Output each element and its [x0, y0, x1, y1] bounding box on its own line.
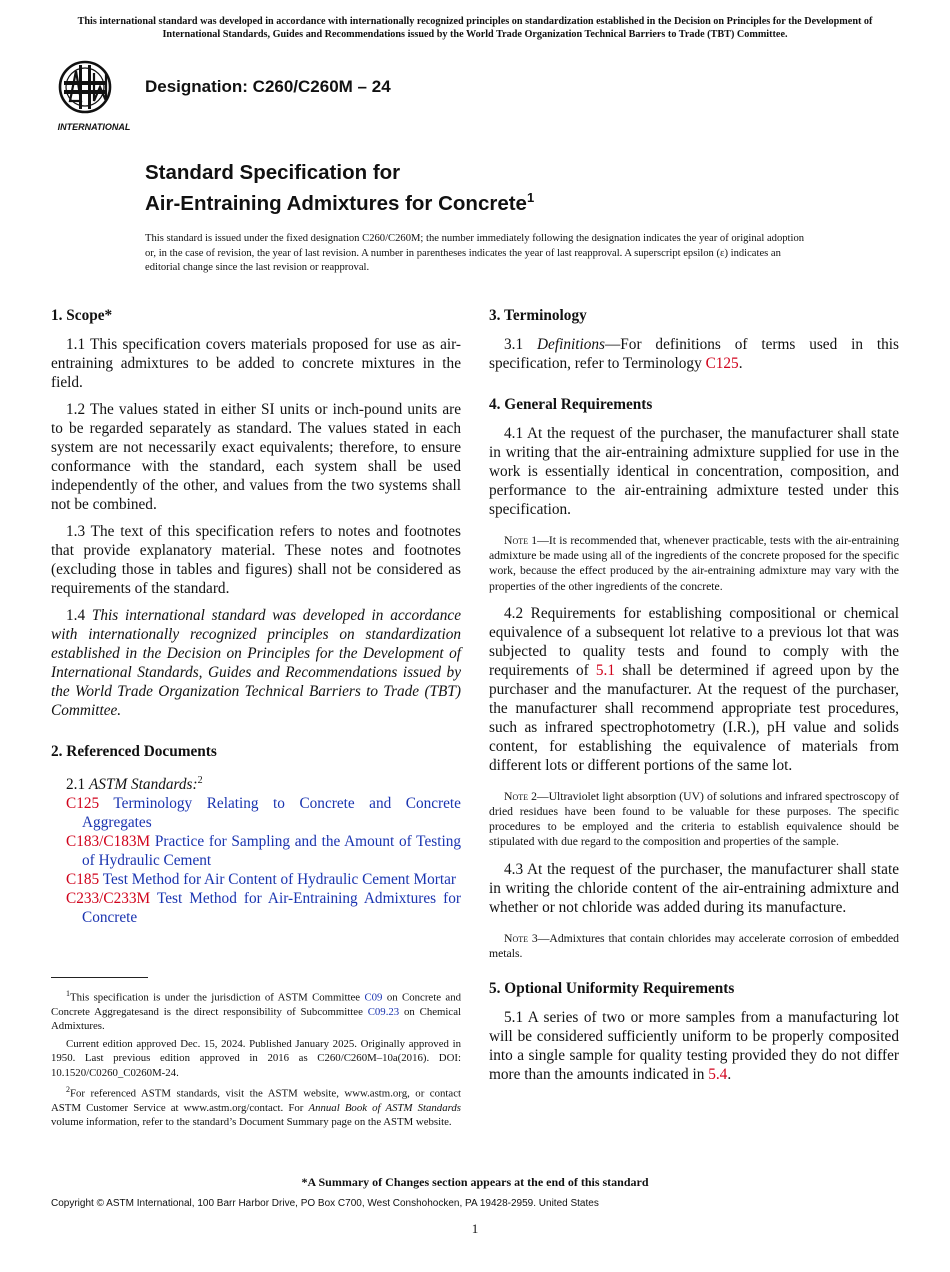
reference-item[interactable]: C125 Terminology Relating to Concrete and Concrete Aggregates: [66, 795, 461, 832]
footnote-edition: Current edition approved Dec. 15, 2024. Published January 2025. Originally approved in 1950. Last previous edition approved in 2016 as C260/C260M–10a(2016). DOI: 10.1520/C0260_C0260M-24.: [51, 1037, 461, 1079]
subcommittee-link: C09.23: [367, 1006, 400, 1018]
paragraph-1-4: 1.4 This international standard was developed in accordance with internationally recognized principles on standardization established in the Decision on Principles for the Development of International Standards, Guides and Recommendations issued by the World Trade Organization Technical Barriers to Trade (TBT) Committee.: [51, 607, 461, 719]
title-line-2: [145, 185, 534, 216]
issued-note: This standard is issued under the fixed designation C260/C260M; the number immediately following the designation indicates the year of original adoption or, in the case of revision, the year of last revision. A number in parentheses indicates the year of last reapproval. A superscript epsilon (ε) indicates an editorial change since the last revision or reapproval.: [145, 233, 805, 274]
paragraph-4-3: 4.3 At the request of the purchaser, the manufacturer shall state in writing the chloride content of the air-entraining admixture and whether or not chloride was added during its manufacture.: [489, 860, 899, 916]
astm-logo: [52, 57, 136, 133]
page-title: [145, 160, 534, 216]
reference-item[interactable]: C185 Test Method for Air Content of Hydraulic Cement Mortar: [66, 871, 456, 889]
wto-notice: This international standard was developed in accordance with internationally recognized principles on standardization established in the Decision on Principles for the Development of International Standards, Guides and Recommendations issued by the World Trade Organization Technical Barriers to Trade (TBT) Committee.: [77, 16, 873, 40]
section-heading-terminology: 3. Terminology: [489, 307, 587, 324]
footnote-2: $^2$For referenced ASTM standards, visit the ASTM website, www.astm.org, or contact ASTM Customer Service at www.astm.org/contact. For Annual Book of ASTM Standards volume information, refer to the standard’s Document Summary page on the ASTM website.: [51, 1085, 461, 1129]
paragraph-1-2: 1.2 The values stated in either SI units or inch-pound units are to be regarded separately as standard. The values stated in each system are not necessarily exact equivalents; therefore, to ensure conformance with the standard, each system shall be used independently of the other, and values from the two systems shall not be combined.: [51, 401, 461, 513]
paragraph-2-1: 2.1 ASTM Standards:$^2$: [66, 775, 203, 794]
title-footnote-ref: 1: [526, 190, 535, 205]
logo-label: INTERNATIONAL: [57, 122, 131, 132]
title-text: Air-Entraining Admixtures for Concrete: [145, 191, 527, 215]
paragraph-1-3: 1.3 The text of this specification refers to notes and footnotes that provide explanatory material. These notes and footnotes (excluding those in tables and figures) shall not be considered as requirements of the standard.: [51, 523, 461, 597]
title-line-1: Standard Specification for: [145, 161, 401, 184]
section-heading-general: 4. General Requirements: [489, 396, 653, 413]
footnotes: [51, 987, 461, 1133]
left-column: [51, 306, 461, 927]
section-5-4-link[interactable]: 5.4: [708, 1066, 728, 1084]
section-5-1-link[interactable]: 5.1: [595, 661, 616, 679]
paragraph-3-1: 3.1 Definitions—For definitions of terms used in this specification, refer to Terminology C125.: [489, 336, 899, 372]
note-1: Note 1—It is recommended that, whenever practicable, tests with the air-entraining admixture be made using all of the ingredients of the concrete proposed for the specific work, because the effect produced by the air-entraining admixture may vary with the properties of the other ingredients of the concrete.: [489, 534, 900, 593]
page-number: 1: [471, 1221, 479, 1236]
right-column: [489, 306, 899, 1092]
copyright: Copyright © ASTM International, 100 Barr Harbor Drive, PO Box C700, West Conshohocken, PA 19428-2959. United States: [51, 1198, 599, 1209]
designation: Designation: C260/C260M – 24: [145, 77, 391, 96]
footnote-1: $^1$This specification is under the jurisdiction of ASTM Committee C09 on Concrete and Concrete Aggregatesand is the direct responsibility of Subcommittee C09.23 on Chemical Admixtures.: [51, 989, 462, 1033]
paragraph-1-1: 1.1 This specification covers materials proposed for use as air-entraining admixtures to be added to concrete mixtures in the field.: [51, 336, 461, 391]
reference-list: [51, 794, 461, 927]
section-heading-referenced: 2. Referenced Documents: [51, 743, 217, 760]
note-2: Note 2—Ultraviolet light absorption (UV) of solutions and infrared spectroscopy of dried residues have been found to be valuable for these purposes. The specific procedures to be employed and the criteria to establish equivalence should be stipulated with due regard to the composition and properties of the sample.: [489, 789, 899, 849]
paragraph-4-2: 4.2 Requirements for establishing compositional or chemical equivalence of a subsequent lot relative to a previous lot that was subjected to quality tests and found to comply with the requirements of 5.1 shall be determined if agreed upon by the purchaser and the manufacturer. At the request of the purchaser, the manufacturer shall recommend appropriate test procedures, such as infrared spectrophotometry (I.R.), pH value and solids content, for establishing the equivalence of materials from different lots or different portions of the same lot.: [489, 604, 900, 774]
paragraph-4-1: 4.1 At the request of the purchaser, the manufacturer shall state in writing that the air-entraining admixture supplied for use in the work is essentially identical in concentration, composition, and performance to the air-entraining admixture tested under this specification.: [489, 425, 899, 518]
reference-item[interactable]: C183/C183M Practice for Sampling and the Amount of Testing of Hydraulic Cement: [66, 833, 461, 870]
section-heading-scope: 1. Scope*: [51, 307, 113, 324]
c125-link[interactable]: C125: [705, 355, 739, 372]
paragraph-5-1: 5.1 A series of two or more samples from a manufacturing lot will be considered sufficiently uniform to be properly composited into a single sample for quality testing provided they do not differ more than the amounts indicated in 5.4.: [489, 1009, 899, 1084]
committee-link: C09: [364, 991, 383, 1004]
reference-item[interactable]: C233/C233M Test Method for Air-Entraining Admixtures for Concrete: [66, 890, 461, 927]
note-3: Note 3—Admixtures that contain chlorides may accelerate corrosion of embedded metals.: [489, 931, 899, 960]
section-heading-optional: 5. Optional Uniformity Requirements: [489, 980, 735, 998]
summary-of-changes-note: *A Summary of Changes section appears at the end of this standard: [301, 1175, 649, 1189]
footnote-rule: [51, 977, 148, 978]
